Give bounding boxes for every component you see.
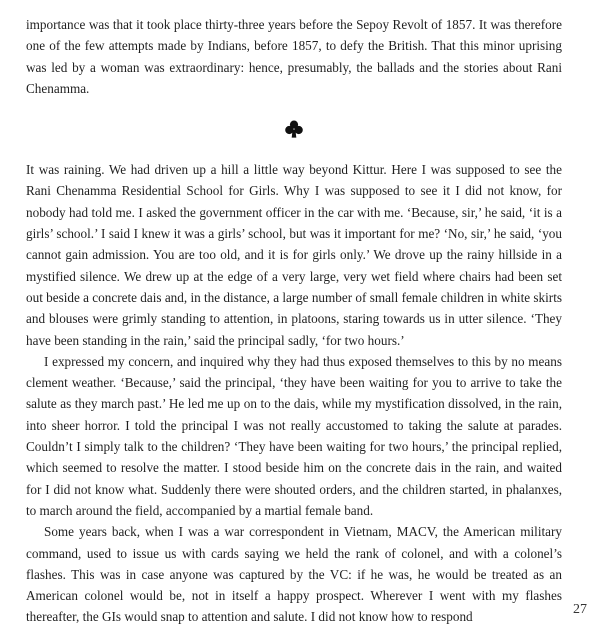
- paragraph-vietnam: Some years back, when I was a war correspondent in Vietnam, MACV, the American military command, used to issue us with cards saying we held the rank of colonel, and with a colonel’s flashes. This was in case anyone was captured by the VC: if he was, he would be treated as an American colonel would be, not in itself a happy prospect. Wherever I went with my flashes thereafter, the GIs would snap to attention and salute. I did not know how to respond: [26, 524, 562, 625]
- paragraph-salute: I expressed my concern, and inquired why they had thus exposed themselves to this by no means clement weather. ‘Because,’ said the principal, ‘they have been waiting for you to arrive to take the salute as they march past.’ He led me up on to the dais, while my mystification dissolved, in the rain, into sheer horror. I told the principal I was not really accustomed to taking the salute at parades. Couldn’t I simply talk to the children? ‘They have been waiting for two hours,’ the principal replied, which seemed to resolve the matter. I stood beside him on the concrete dais in the rain, and waited for I did not know what. Suddenly there were shouted orders, and the children started, in phalanxes, to march around the field, accompanied by a martial female band.: [26, 353, 562, 518]
- club-icon: [285, 120, 303, 139]
- paragraph-rain: It was raining. We had driven up a hill a little way beyond Kittur. Here I was supposed to see the Rani Chenamma Residential School for Girls. Why I was supposed to see it I did not know, for nobody had told me. I asked the government officer in the car with me. ‘Because, sir,’ he said, ‘it is a girls’ school.’ I said I knew it was a girls’ school, but was it important for me? ‘No, sir,’ he said, ‘you cannot gain admission. You are too old, and it is for girls only.’ We drove up the rainy hillside in a mystified silence. We drew up at the edge of a very large, very wet field where chairs had been set out beside a concrete dais and, in the distance, a large number of small female children in white skirts and blouses were grimly standing to attention, in platoons, staring towards us in utter silence. ‘They have been standing in the rain,’ said the principal sadly, ‘for two hours.’: [26, 162, 562, 348]
- page-number: 27: [573, 602, 587, 617]
- text-column: [26, 14, 562, 628]
- section-break: [26, 99, 562, 159]
- paragraph-continuation: importance was that it took place thirty-three years before the Sepoy Revolt of 1857. It was therefore one of the few attempts made by Indians, before 1857, to defy the British. That this minor uprising was led by a woman was extraordinary: hence, presumably, the ballads and the stories about Rani Chenamma.: [26, 17, 562, 96]
